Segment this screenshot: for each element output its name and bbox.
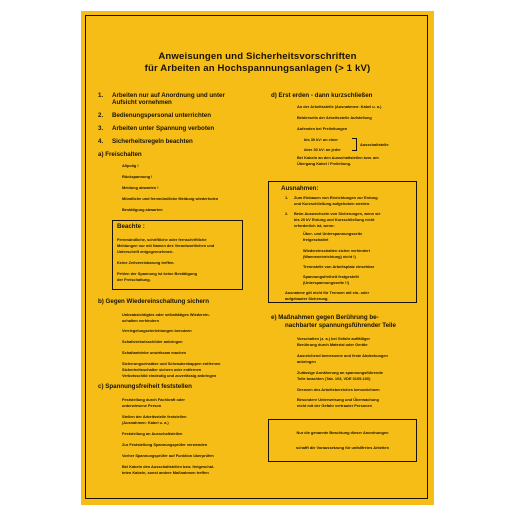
section-d-last-1: Bei Kabeln an den Ausschaltstellen bzw. am: [297, 155, 379, 160]
section-b-line: Schaltantriebe unwirksam machen: [122, 350, 187, 355]
ausnahmen-heading: Ausnahmen:: [281, 185, 319, 192]
section-e-heading-2: nachbarter spannungsführender Teile: [285, 322, 396, 329]
ausnahme-2-line: erforderlich ist, wenn:: [294, 223, 335, 228]
section-b-line: Verbotsschild eindeutig und zuverlässig anbringen: [122, 373, 217, 378]
voltage-line-2: über 30 kV: an jeder: [304, 147, 341, 152]
section-c-line: Feststellung durch Fachkraft oder: [122, 397, 185, 402]
section-e-line: Teile beachten (Tab. 103, VDE 0105-100): [297, 376, 371, 381]
ausnahme-tail: Ausnahme gilt nicht für Trennen mit ein- oder: [285, 290, 370, 295]
section-e-line: Berührung durch Material oder Geräte: [297, 342, 368, 347]
ausnahme-2-line: Beim Auswechseln von Sicherungen, wenn sie: [294, 211, 381, 216]
section-e-heading-1: e) Maßnahmen gegen Berührung be-: [271, 314, 379, 321]
beachte-line: Unterschrift entgegennehmen.: [117, 249, 174, 254]
section-c-line: unterwiesene Person: [122, 403, 162, 408]
ausnahme-2-number: 2.: [285, 211, 289, 216]
ausnahme-1-line: und Kurzschließung aufgehoben werden.: [294, 201, 371, 206]
title-line-1: Anweisungen und Sicherheitsvorschriften: [158, 51, 357, 62]
section-b-line: Unbeabsichtigtes oder selbsttätiges Wiederein-: [122, 312, 210, 317]
ausnahme-2-line: bis 20 kV Erdung und Kurzschließung nicht: [294, 217, 375, 222]
ausnahme-sub-line: (Unterspannungsseite !!): [303, 280, 350, 285]
item-1-line-2: Aufsicht vornehmen: [112, 99, 172, 106]
section-a-line: Allpolig !: [122, 163, 139, 168]
ausnahme-sub-line: Über- und Unterspannungsseite: [303, 231, 363, 236]
final-note-line-2: schafft die Voraussetzung für unfallfreies Arbeiten: [296, 445, 389, 450]
voltage-line-1: bis 30 kV: an einer: [304, 137, 338, 142]
ausnahme-tail: aufgebauter Sicherung.: [285, 296, 329, 301]
beachte-line: Fernmündliche, schriftliche oder fernschriftliche: [117, 237, 207, 242]
brace-label: Ausschaltstelle: [360, 142, 389, 147]
ausnahme-sub-line: Trennstelle von Arbeitsplatz einsehbar: [303, 264, 375, 269]
section-d-heading: d) Erst erden - dann kurzschließen: [271, 92, 373, 99]
section-c-line: Stellen der Arbeitsstelle feststellen: [122, 414, 187, 419]
section-e-line: nicht mit der Gefahr vertrauter Personen: [297, 403, 373, 408]
ausnahme-1-number: 1.: [285, 195, 289, 200]
section-b-line: Sicherungseinsätze und Schraubenkappen entfernen: [122, 361, 221, 366]
section-d-line: Aufenden bei Freileitungen: [297, 126, 348, 131]
section-e-line: Grenzen des Arbeitsbereiches kennzeichnen: [297, 387, 380, 392]
section-b-line: Verriegelungseinrichtungen benutzen: [122, 328, 192, 333]
beachte-line: Keine Zeitvereinbarung treffen.: [117, 260, 175, 265]
section-c-line: (Ausnahmen: Kabel u. a.): [122, 420, 169, 425]
section-a-line: Rückspannung !: [122, 174, 153, 179]
section-d-line: Beiderseits der Arbeitsstelle Aufstellung: [297, 115, 372, 120]
section-a-line: Bestätigung abwarten: [122, 207, 163, 212]
section-c-line: teten Kabeln, sonst andere Maßnahmen treffen: [122, 470, 209, 475]
beachte-title: Beachte :: [117, 223, 145, 230]
ausnahme-sub-line: (Wanneneinrichtung) nicht !): [303, 254, 356, 259]
final-note-line-1: Nur die genannte Beachtung dieser Anordnungen: [296, 430, 389, 435]
item-3-number: 3.: [98, 125, 104, 132]
section-e-line: anbringen: [297, 359, 316, 364]
voltage-brace: [352, 138, 357, 151]
ausnahme-sub-line: Spannungsfreiheit festgestellt: [303, 274, 359, 279]
beachte-line: Fehlen der Spannung ist keine Bestätigung: [117, 271, 197, 276]
section-a-heading: a) Freischalten: [98, 151, 142, 158]
item-1-line-1: Arbeiten nur auf Anordnung und unter: [112, 92, 225, 99]
section-d-line: An der Arbeitsstelle (Ausnahmen: Kabel u. a.): [297, 104, 382, 109]
ausnahme-1-line: Zum Einbauen von Einrichtungen zur Erdung: [294, 195, 378, 200]
section-e-line: Vorschalten (z. a.) bei Gefahr auffälliger: [297, 336, 371, 341]
section-c-line: Bei Kabeln den Ausschaltstellen bzw. freigeschal-: [122, 464, 215, 469]
beachte-line: der Freischaltung.: [117, 277, 151, 282]
beachte-line: Meldungen nur mit Namen des Verantwortlichen und: [117, 243, 215, 248]
section-b-heading: b) Gegen Wiedereinschaltung sichern: [98, 298, 209, 305]
item-3-line-1: Arbeiten unter Spannung verboten: [112, 125, 215, 132]
item-4-line-1: Sicherheitsregeln beachten: [112, 138, 193, 145]
item-1-number: 1.: [98, 92, 104, 99]
item-2-line-1: Bedienungspersonal unterrichten: [112, 112, 212, 119]
section-e-line: Ausreichend bemessene und feste Abdeckungen: [297, 353, 388, 358]
section-e-line: Besondere Unterweisung und Überwachung: [297, 397, 379, 402]
item-2-number: 2.: [98, 112, 104, 119]
section-e-line: Zulässige Annäherung an spannungsführende: [297, 370, 383, 375]
section-c-line: Feststellung an Ausschaltstellen: [122, 431, 183, 436]
section-d-last-2: Übergang Kabel / Freileitung.: [297, 161, 352, 166]
section-b-line: Schaltverbotsschilder anbringen: [122, 339, 183, 344]
final-note-box: [268, 419, 417, 462]
title-line-2: für Arbeiten an Hochspannungsanlagen (> 1 kV): [144, 63, 371, 75]
section-c-line: Vorher Spannungsprüfer auf Funktion überprüfen: [122, 453, 214, 458]
ausnahme-sub-line: freigeschaltet: [303, 237, 329, 242]
sign-title: [85, 51, 430, 76]
section-b-line: Sicherheitsschalter sichern oder entfernen: [122, 367, 202, 372]
section-c-line: Zur Feststellung Spannungsprüfer verwenden: [122, 442, 208, 447]
item-4-number: 4.: [98, 138, 104, 145]
section-c-heading: c) Spannungsfreiheit feststellen: [98, 383, 192, 390]
ausnahme-sub-line: Wiedereinschalten sicher verhindert: [303, 248, 370, 253]
section-a-line: Mündliche und fernmündliche Meldung wiederholen: [122, 196, 219, 201]
section-a-line: Meldung abwarten !: [122, 185, 159, 190]
section-b-line: schalten verhindern: [122, 318, 159, 323]
